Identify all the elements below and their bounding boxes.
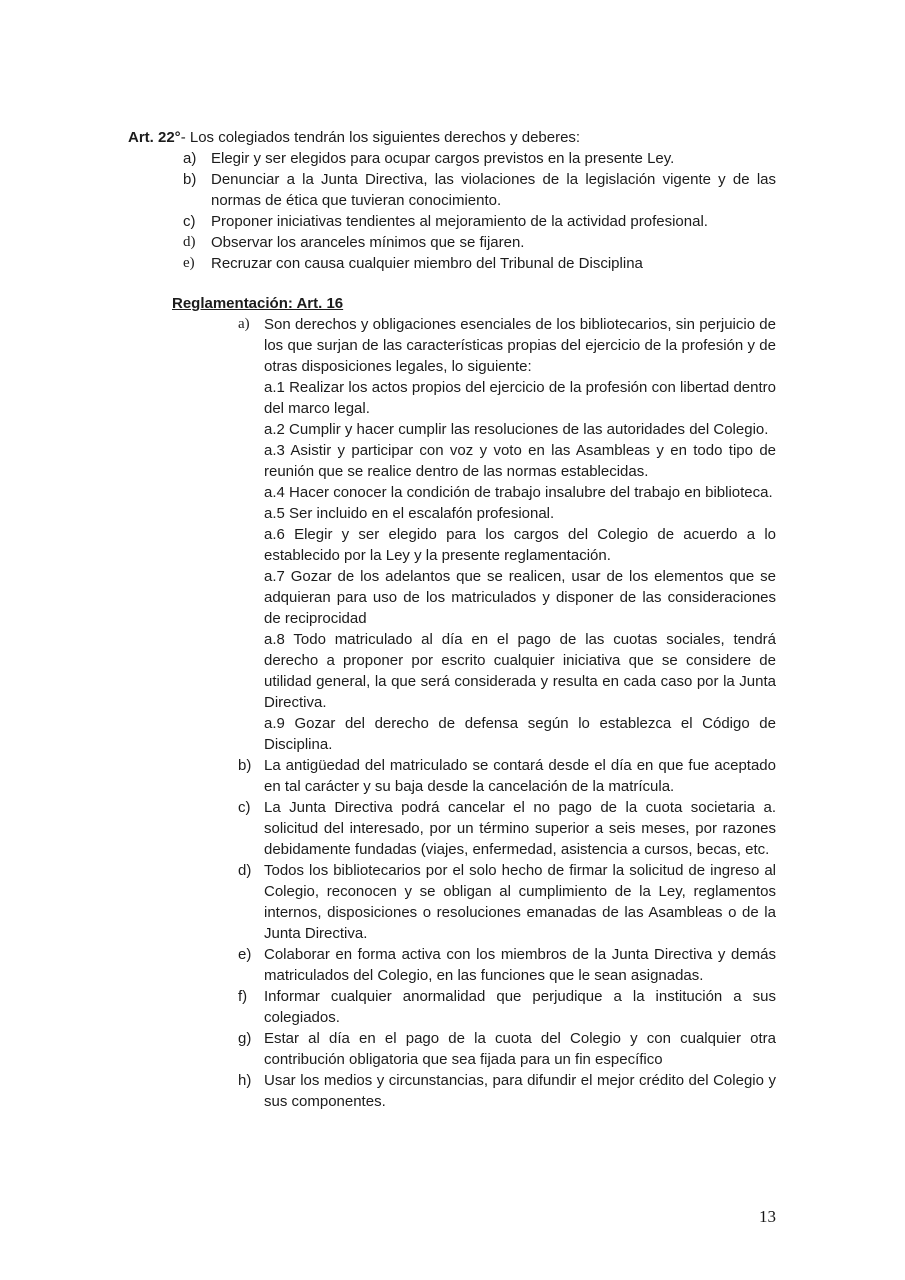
item-letter: c) [183, 213, 196, 230]
article-22-intro: - Los colegiados tendrán los siguientes derechos y deberes: [180, 129, 581, 146]
item-letter: f) [238, 988, 248, 1005]
article-item-e [128, 253, 776, 274]
paragraph: Usar los medios y circunstancias, para difundir el mejor crédito del Colegio y sus componentes. [264, 1072, 776, 1110]
paragraph: a.2 Cumplir y hacer cumplir las resoluciones de las autoridades del Colegio. [264, 421, 769, 438]
regulation-item-h [128, 1070, 776, 1112]
item-letter: g) [238, 1030, 252, 1047]
item-text [264, 797, 776, 860]
page-number: 13 [759, 1207, 776, 1226]
paragraph: La antigüedad del matriculado se contará desde el día en que fue aceptado en tal carácter y su baja desde la cancelación de la matrícula. [264, 757, 776, 795]
regulation-heading-text: Reglamentación: Art. 16 [172, 295, 344, 312]
item-letter: d) [238, 862, 252, 879]
regulation-heading [128, 293, 776, 314]
item-text [264, 860, 776, 944]
item-text: Recruzar con causa cualquier miembro del Tribunal de Disciplina [211, 255, 643, 272]
paragraph: Informar cualquier anormalidad que perjudique a la institución a sus colegiados. [264, 988, 776, 1026]
item-letter: b) [183, 171, 197, 188]
item-letter: c) [238, 799, 251, 816]
paragraph: a.3 Asistir y participar con voz y voto en las Asambleas y en todo tipo de reunión que se realice dentro de las normas establecidas. [264, 442, 776, 480]
regulation-item-g [128, 1028, 776, 1070]
item-text: Observar los aranceles mínimos que se fijaren. [211, 234, 525, 251]
item-text: Proponer iniciativas tendientes al mejoramiento de la actividad profesional. [211, 213, 708, 230]
paragraph: Son derechos y obligaciones esenciales de los bibliotecarios, sin perjuicio de los que surjan de las características propias del ejercicio de la profesión y de otras disposiciones legales, lo siguiente: [264, 316, 776, 375]
paragraph: a.6 Elegir y ser elegido para los cargos del Colegio de acuerdo a lo establecido por la Ley y la presente reglamentación. [264, 526, 776, 564]
regulation-item-f [128, 986, 776, 1028]
item-text [264, 986, 776, 1028]
paragraph: Estar al día en el pago de la cuota del Colegio y con cualquier otra contribución obligatoria que sea fijada para un fin específico [264, 1030, 776, 1068]
paragraph: Colaborar en forma activa con los miembros de la Junta Directiva y demás matriculados del Colegio, en las funciones que le sean asignadas. [264, 946, 776, 984]
regulation-item-a [128, 314, 776, 755]
article-item-b [128, 169, 776, 211]
item-letter: b) [238, 757, 252, 774]
item-letter: d) [183, 234, 196, 250]
paragraph: Todos los bibliotecarios por el solo hecho de firmar la solicitud de ingreso al Colegio, reconocen y se obligan al cumplimiento de la Ley, reglamentos internos, disposiciones o resoluciones emanadas de las Asambleas o de la Junta Directiva. [264, 862, 776, 942]
paragraph: a.7 Gozar de los adelantos que se realicen, usar de los elementos que se adquieran para uso de los matriculados y disponer de las consideraciones de reciprocidad [264, 568, 776, 627]
article-item-d [128, 232, 776, 253]
regulation-item-e [128, 944, 776, 986]
item-text [264, 1028, 776, 1070]
item-text [264, 944, 776, 986]
paragraph: a.1 Realizar los actos propios del ejercicio de la profesión con libertad dentro del marco legal. [264, 379, 776, 417]
article-item-c [128, 211, 776, 232]
article-22-heading [128, 127, 776, 148]
paragraph: a.9 Gozar del derecho de defensa según lo establezca el Código de Disciplina. [264, 715, 776, 753]
regulation-item-d [128, 860, 776, 944]
item-text [264, 755, 776, 797]
item-letter: e) [238, 946, 252, 963]
paragraph: a.4 Hacer conocer la condición de trabajo insalubre del trabajo en biblioteca. [264, 484, 773, 501]
item-text [264, 314, 776, 755]
article-item-a [128, 148, 776, 169]
item-text [264, 1070, 776, 1112]
paragraph: La Junta Directiva podrá cancelar el no pago de la cuota societaria a. solicitud del interesado, por un término superior a seis meses, por razones debidamente fundadas (viajes, enfermedad, asistencia a cursos, becas, etc. [264, 799, 776, 858]
item-letter: a) [183, 150, 197, 167]
item-letter: h) [238, 1072, 252, 1089]
page-content [128, 127, 776, 1112]
paragraph: a.8 Todo matriculado al día en el pago de las cuotas sociales, tendrá derecho a proponer por escrito cualquier iniciativa que se considere de utilidad general, la que será considerada y resulta en cada caso por la Junta Directiva. [264, 631, 776, 711]
regulation-item-b [128, 755, 776, 797]
item-letter: e) [183, 255, 195, 271]
article-22-label: Art. 22° [128, 129, 181, 146]
item-text: Elegir y ser elegidos para ocupar cargos previstos en la presente Ley. [211, 150, 675, 167]
regulation-item-c [128, 797, 776, 860]
item-letter: a) [238, 316, 250, 332]
paragraph: a.5 Ser incluido en el escalafón profesional. [264, 505, 555, 522]
item-text: Denunciar a la Junta Directiva, las violaciones de la legislación vigente y de las normas de ética que tuvieran conocimiento. [211, 171, 776, 209]
